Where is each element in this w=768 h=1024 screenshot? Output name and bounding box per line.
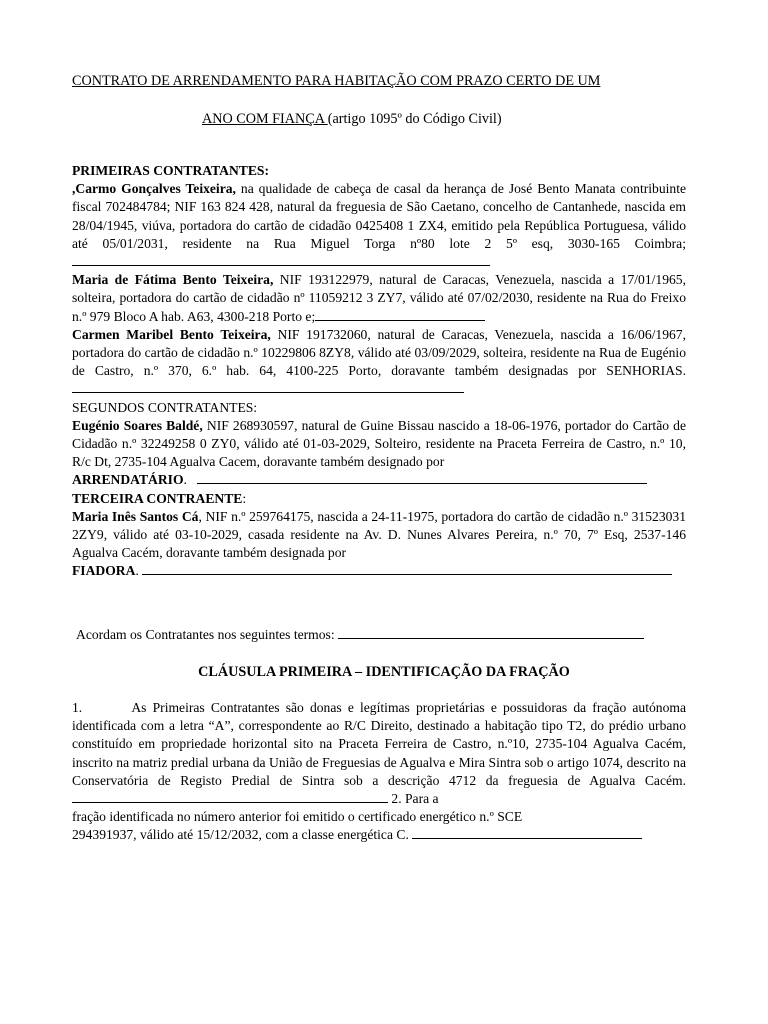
fiadora-name: Maria Inês Santos Cá — [72, 508, 199, 524]
arrendatario-details: NIF 268930597, natural de Guine Bissau nascido a 18-06-1976, portador do Cartão de Cidadão n.º 32249258 0 ZY0, válido até 01-03-2029, Solteiro, residente na Praceta Ferreira de Castro, n.º 10, R/c Dt, 2735-104 Agualva Cacem, doravante também designado por — [72, 417, 686, 470]
segundos-heading: SEGUNDOS CONTRATANTES: — [72, 399, 258, 415]
terceira-heading: TERCEIRA CONTRAENTE — [72, 490, 243, 506]
blank-line — [197, 471, 647, 484]
blank-line — [338, 626, 644, 639]
party-1-details: na qualidade de cabeça de casal da herança de José Bento Manata contribuinte fiscal 702484784; NIF 163 824 428, natural da freguesia de São Caetano, concelho de Cantanhede, nascida em 28/04/1945, viúva, portadora do cartão de cidadão 0425408 1 ZX4, emitido pela República Portuguesa, válido até 05/01/2031, residente na Rua Miguel Torga nº80 lote 2 5º esq, 3030-165 Coimbra; — [72, 181, 687, 251]
party-2-name: Maria de Fátima Bento Teixeira, — [72, 272, 274, 288]
role-punctuation: . — [135, 563, 139, 579]
blank-line — [412, 826, 642, 839]
terceira-heading-line — [72, 490, 686, 508]
blank-line — [72, 380, 464, 393]
fiadora-role: FIADORA — [72, 563, 136, 579]
arrendatario-paragraph — [72, 417, 686, 472]
heading-punctuation: : — [242, 490, 247, 506]
blank-line — [142, 562, 672, 575]
clause-1-body — [72, 699, 686, 845]
clause-1-item-2-text: 294391937, válido até 15/12/2032, com a classe energética C. — [72, 827, 409, 843]
party-1-name: ,Carmo Gonçalves Teixeira, — [72, 181, 236, 197]
arrendatario-name: Eugénio Soares Baldé, — [72, 417, 203, 433]
party-3-name: Carmen Maribel Bento Teixeira, — [72, 326, 271, 342]
arrendatario-role-line — [72, 471, 686, 489]
blank-line — [315, 308, 485, 321]
contract-title-line1: CONTRATO DE ARRENDAMENTO PARA HABITAÇÃO COM PRAZO CERTO DE UM — [72, 73, 601, 89]
clause-1-item-2-line2: fração identificada no número anterior foi emitido o certificado energético n.º SCE — [72, 809, 523, 825]
primeiras-heading: PRIMEIRAS CONTRATANTES: — [72, 163, 270, 178]
party-2-details: NIF 193122979, natural de Caracas, Venezuela, nascida a 17/01/1965, solteira, portadora do cartão de cidadão nº 11059212 3 ZY7, válido até 07/02/2030, residente na Rua do Freixo n.º 979 Bloco A hab. A63, 4300-218 Porto e; — [72, 272, 686, 324]
party-3-paragraph — [72, 326, 686, 399]
fiadora-paragraph — [72, 508, 686, 563]
clause-1-item-2-line3 — [72, 826, 686, 844]
blank-line — [72, 790, 388, 803]
party-2-paragraph — [72, 271, 686, 326]
clause-1-text: As Primeiras Contratantes são donas e legítimas proprietárias e possuidoras da fração autónoma identificada com a letra “A”, correspondente ao R/C Direito, destinado a habitação tipo T2, do prédio urbano constituído em propriedade horizontal sito na Praceta Ferreira de Castro, n.º10, 2735-104 Agualva Cacém, inscrito na matriz predial urbana da União de Freguesias de Agualva e Mira Sintra sob o artigo 1074, descrito na Conservatória de Registo Predial de Sintra sob a descrição 4712 da freguesia de Agualva Cacém. — [72, 700, 687, 788]
acordam-text: Acordam os Contratantes nos seguintes termos: — [76, 627, 335, 642]
blank-line — [72, 253, 490, 266]
contract-title-article: (artigo 1095º do Código Civil) — [327, 111, 502, 127]
party-3-details: NIF 191732060, natural de Caracas, Venezuela, nascida a 16/06/1967, portadora do cartão de cidadão n.º 10229806 8ZY8, válido até 03/09/2029, solteira, residente na Rua de Eugénio de Castro, n.º 370, 6.º hab. 64, 4100-225 Porto, doravante também designadas por SENHORIAS. — [72, 326, 687, 379]
contract-title-underlined: ANO COM FIANÇA — [202, 111, 328, 127]
party-1-paragraph — [72, 180, 686, 271]
clause-1-heading: CLÁUSULA PRIMEIRA – IDENTIFICAÇÃO DA FRAÇÃO — [198, 664, 570, 680]
primeiras-contratantes-section — [72, 162, 686, 581]
clause-1-number: 1. — [72, 700, 83, 715]
role-punctuation: . — [183, 472, 187, 488]
arrendatario-role: ARRENDATÁRIO — [72, 472, 184, 488]
acordam-line — [76, 626, 690, 644]
clause-1-paragraph — [72, 699, 686, 808]
fiadora-role-line — [72, 562, 686, 580]
contract-title-line2 — [202, 111, 502, 128]
fiadora-details: , NIF n.º 259764175, nascida a 24-11-1975, portadora do cartão de cidadão n.º 31523031 2ZY9, válido até 03-10-2029, casada residente na Av. D. Nunes Alvares Pereira, n.º 70, 7º Esq, 2537-146 Agualva Cacém, doravante também designada por — [72, 508, 687, 561]
clause-1-item-2-start: 2. Para a — [391, 791, 439, 807]
